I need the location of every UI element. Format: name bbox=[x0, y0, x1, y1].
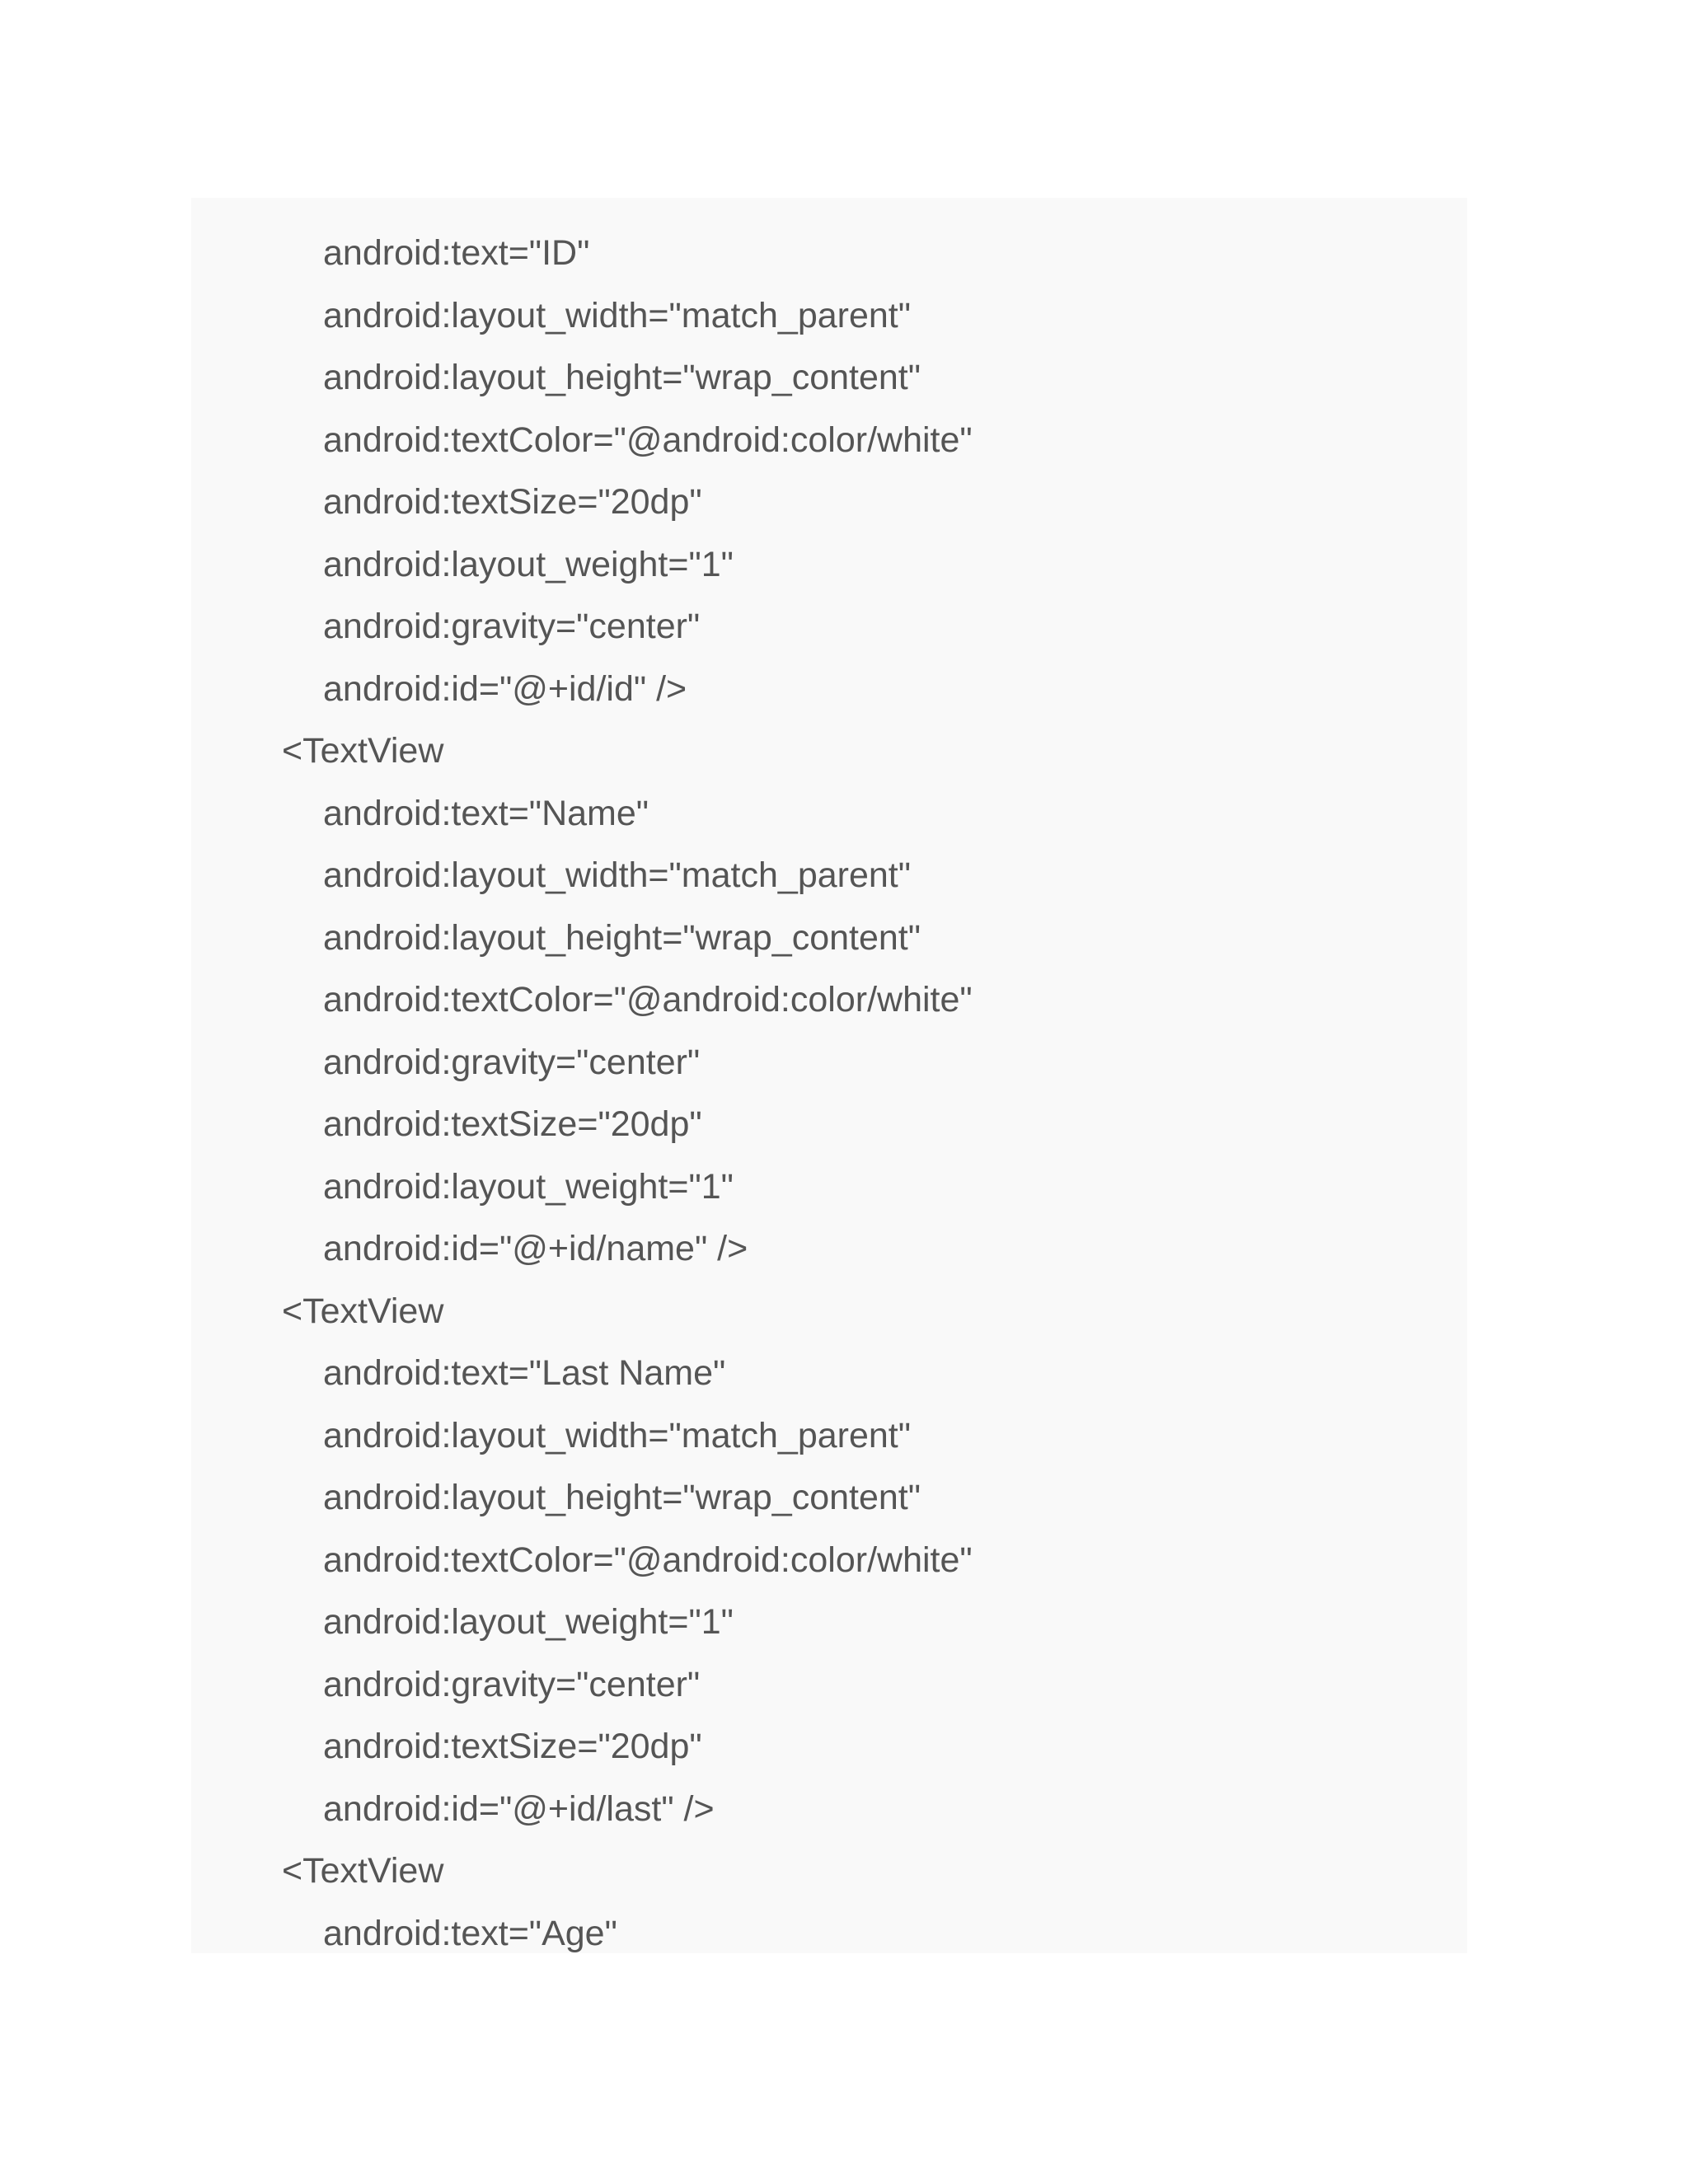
code-line: android:textSize="20dp" bbox=[323, 1727, 702, 1766]
code-line: android:layout_weight="1" bbox=[323, 1602, 734, 1642]
code-line: android:layout_height="wrap_content" bbox=[323, 358, 921, 397]
code-line: android:id="@+id/last" /> bbox=[323, 1788, 715, 1829]
code-line: android:textSize="20dp" bbox=[323, 482, 702, 522]
code-line: android:layout_width="match_parent" bbox=[323, 295, 912, 335]
code-line: android:id="@+id/name" /> bbox=[323, 1229, 748, 1268]
code-line: android:textSize="20dp" bbox=[323, 1104, 702, 1144]
code-line: <TextView bbox=[282, 1291, 444, 1331]
code-line: android:text="Age" bbox=[323, 1913, 617, 1953]
code-line: <TextView bbox=[282, 1851, 444, 1891]
code-line: android:layout_weight="1" bbox=[323, 544, 734, 584]
code-line: android:text="ID" bbox=[323, 233, 590, 273]
code-line: android:layout_width="match_parent" bbox=[323, 1415, 912, 1455]
code-block bbox=[191, 198, 1467, 1953]
code-line: android:layout_height="wrap_content" bbox=[323, 917, 921, 958]
code-line: android:id="@+id/id" /> bbox=[323, 668, 687, 709]
code-line: android:text="Name" bbox=[323, 793, 649, 833]
code-line: android:gravity="center" bbox=[323, 1664, 701, 1704]
code-line: <TextView bbox=[282, 731, 444, 771]
code-line: android:textColor="@android:color/white" bbox=[323, 419, 973, 460]
code-line: android:gravity="center" bbox=[323, 607, 701, 646]
code-line: android:textColor="@android:color/white" bbox=[323, 1540, 973, 1580]
code-line: android:layout_weight="1" bbox=[323, 1166, 734, 1207]
code-line: android:textColor="@android:color/white" bbox=[323, 980, 973, 1019]
code-line: android:gravity="center" bbox=[323, 1042, 701, 1082]
code-line: android:layout_height="wrap_content" bbox=[323, 1478, 921, 1517]
code-line: android:text="Last Name" bbox=[323, 1353, 726, 1393]
code-line: android:layout_width="match_parent" bbox=[323, 855, 912, 895]
